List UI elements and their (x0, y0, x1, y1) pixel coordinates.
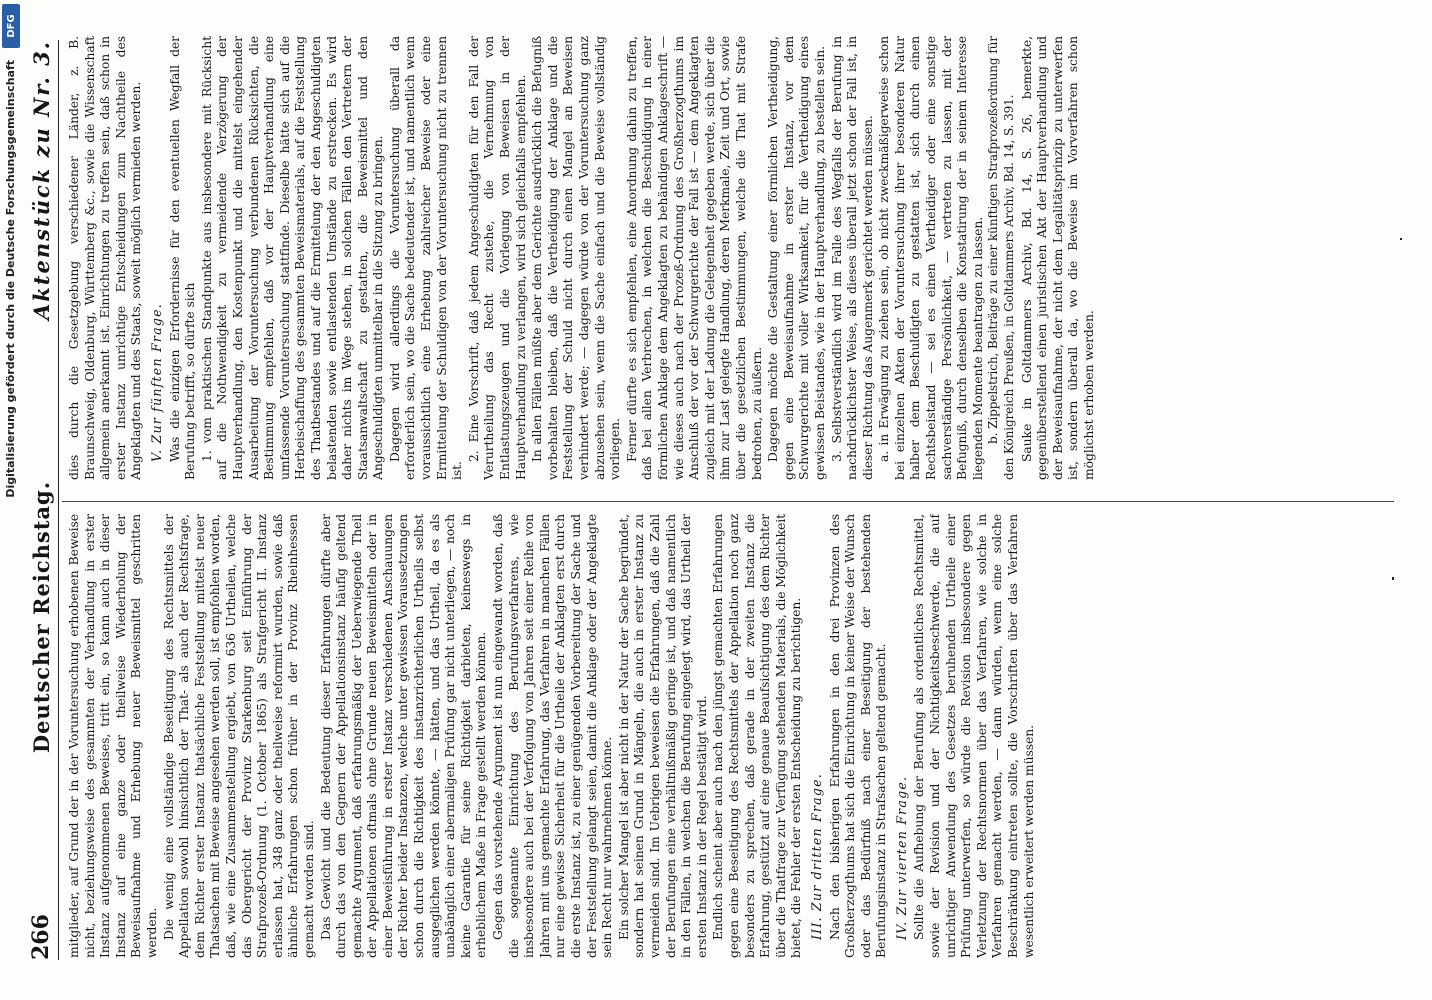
paragraph: In allen Fällen müßte aber dem Gerichte ausdrücklich die Befugniß vorbehalten bleiben, daß die Vertheidigung der Anklage und die Feststellung der Schuld nicht durch einen Mangel an Beweisen verhindert werde; — dagegen würde von der Voruntersuchung ganz abzusehen sein, wenn die Sache einfach und die Beweise vollständig vorliegen. (529, 36, 623, 480)
paragraph: mitglieder, auf Grund der in der Voruntersuchung erhobenen Beweise nicht, beziehungsweise des gesammten der Verhandlung in erster Instanz aufgenommenen Beweises, tritt ein, so kann auch in dieser Instanz auf eine ganze oder theilweise Wiederholung der Beweisaufnahme und Erhebung neuer Beweismittel geschritten werden. (66, 514, 159, 958)
section-heading: IV. Zur vierten Frage. (893, 775, 909, 940)
paragraph: 2. Eine Vorschrift, daß jedem Angeschuldigten für den Fall der Verurtheilung das Recht zustehe, die Vernehmung von Entlastungszeugen und die Vorlegung von Beweisen in der Hauptverhandlung zu verlangen, wird sich gleichfalls empfehlen. (465, 36, 528, 480)
paragraph: Ein solcher Mangel ist aber nicht in der Natur der Sache begründet, sondern hat seinen Grund in Mängeln, die auch in erster Instanz zu vermeiden sind. Im Uebrigen beweisen die Erfahrungen, daß die Zahl der Berufungen eine verhältnißmäßig geringe ist, und daß namentlich in den Fällen, in welchen die Berufung eingelegt wird, das Urtheil der ersten Instanz in der Regel bestätigt wird. (615, 514, 709, 958)
scan-speck (1400, 238, 1402, 240)
paragraph: 1. vom praktischen Standpunkte aus insbesondere mit Rücksicht auf die Nothwendigkeit zu vermeidende Verzögerung der Hauptverhandlung, den Kostenpunkt und die mittelst eingehender Ausarbeitung der Voruntersuchung verbundenen Rücksichten, die Bestimmung empfehlen, daß vor der Hauptverhandlung eine umfassende Voruntersuchung stattfinde. Dieselbe hätte sich auf die Herbeischaffung des gesammten Beweismaterials, auf die Feststellung des Thatbestandes und auf die Ermittelung der den Angeschuldigten belastenden sowie entlastenden Umstände zu erstrecken. Es wird daher nichts im Wege stehen, in solchen Fällen den Vertretern der Staatsanwaltschaft zu gestatten, die Beweismittel und den Angeschuldigten unmittelbar in die Sitzung zu bringen. (198, 36, 386, 480)
left-column (66, 514, 1396, 958)
document-reference: Aktenstück zu Nr. 3. (29, 40, 54, 320)
section-heading: V. Zur fünften Frage. (148, 303, 164, 462)
digitization-note: Digitalisierung gefördert durch die Deutsche Forschungsgemeinschaft (4, 60, 17, 498)
paragraph: Nach den bisherigen Erfahrungen in den drei Provinzen des Großherzogthums hat sich die Einrichtung in keiner Weise der Wunsch oder das Bedürfniß nach einer Beseitigung der bestehenden Berufungsinstanz in Strafsachen geltend gemacht. (826, 514, 889, 958)
page-number: 266 (28, 914, 54, 960)
running-title: Deutscher Reichstag. (29, 480, 54, 754)
paragraph: Endlich scheint aber auch nach den jüngst gemachten Erfahrungen gegen eine Beseitigung des Rechtsmittels der Appellation noch ganz besonders zu sprechen, daß gerade in der zweiten Instanz die Erfahrung, gestützt auf eine genaue Beaufsichtigung des dem Richter über die Thatfrage zur Verfügung stehenden Materials, die Möglichkeit bietet, die Fehler der ersten Entscheidung zu berichtigen. (710, 514, 804, 958)
paragraph: Dagegen möchte die Gestaltung einer förmlichen Vertheidigung, gegen eine Beweisaufnahme in erster Instanz, vor dem Schwurgerichte mit voller Wirksamkeit, für die Vertheidigung eines gewissen Beistandes, wie in der Hauptverhandlung, zu bestellen sein. (765, 36, 827, 480)
dfg-logo: DFG (2, 4, 20, 48)
paragraph: Dagegen wird allerdings die Voruntersuchung überall da erforderlich sein, wo die Sache bedeutender ist, und namentlich wenn voraussichtlich eine Erhebung zahlreicher Beweise oder eine Ermittelung der Schuldigen von der Voruntersuchung nicht zu trennen ist. (386, 36, 465, 480)
paragraph: Das Gewicht und die Bedeutung dieser Erfahrungen dürfte aber durch das von den Gegnern der Appellationsinstanz häufig geltend gemachte Argument, daß erfahrungsmäßig der Ueberwiegende Theil der Appellationen oftmals ohne Grunde neuen Beweismitteln oder in einer Beweisführung in erster Instanz verschiedenen Anschauungen der Richter beider Instanzen, welche unter gewissen Voraussetzungen schon durch die Richtigkeit des instanzrichterlichen Urtheils selbst ausgeglichen werden könnte, — hätten, und das Urtheil, da es als unabänglich einer abermaligen Prüfung gar nicht unterliegen, — noch keine Garantie für seine Richtigkeit darbieten, keineswegs in erheblichem Maße in Frage gestellt werden können. (317, 514, 489, 958)
paragraph: Gegen das vorstehende Argument ist nun eingewandt worden, daß die sogenannte Einrichtung des Berufungsverfahrens, wie insbesondere auch bei der Verfolgung von Jahren seit einer Reihe von Jahren mit uns gemachte Erfahrung, das Verfahren in manchen Fällen nur eine gewisse Sicherheit für die Urtheile der Anklagten erst durch die erste Instanz ist, zu einer genügenden Vorbereitung der Sache und der Feststellung gelangt seien, damit die Anklage oder der Angeklagte sein Recht nur wahrnehmen könne. (490, 514, 615, 958)
scan-speck (1392, 577, 1394, 580)
paragraph: dies durch die Gesetzgebung verschiedener Länder, z. B. Braunschweig, Oldenburg, Württemberg &c., sowie die Wissenschaft allgemein anerkannt ist. Einrichtungen zu treffen sein, daß schon in erster Instanz unrichtige Entscheidungen zum Nachtheile des Angeklagten und des Staats, soweit möglich vermieden werden. (66, 36, 144, 480)
paragraph: 3. Selbstverständlich wird im Falle des Wegfalls der Berufung in nachdrücklichster Weise, als dieses überall jetzt schon der Fall ist, in dieser Richtung das Augenmerk gerichtet werden müssen. (828, 36, 875, 480)
paragraph: Ferner dürfte es sich empfehlen, eine Anordnung dahin zu treffen, daß bei allen Verbrechen, in welchen die Beschuldigung in einer förmlichen Anklage dem Angeklagten zu behändigen Anklageschrift — wie dieses auch nach der Prozeß-Ordnung des Großherzogthums im Anschluß der vor der Schwurgerichte der Fall ist — dem Angeklagten zugleich mit der Ladung die Gelegenheit gegeben werde, sich über die ihm zur Last gelegte Handlung, deren Merkmale, Zeit und Ort, sowie über die gesetzlichen Bestimmungen, welche die That mit Strafe bedrohen, zu äußern. (623, 36, 764, 480)
section-heading: III. Zur dritten Frage. (808, 773, 824, 940)
paragraph: Die wenig eine vollständige Beseitigung des Rechtsmittels der Appellation sowohl hinsichtlich der That- als auch der Rechtsfrage, dem Richter erster Instanz thatsächliche Feststellung mittelst neuer Thatsachen mit Beweise angesehen werden soll, ist empfohlen worden, daß, wie eine Zusammenstellung ergiebt, von 636 Urtheilen, welche das Obergericht der Provinz Starkenburg seit Einführung der Strafprozeß-Ordnung (1. October 1865) als Strafgericht II. Instanz erlassen hat, 348 ganz oder theilweise reformirt wurden, sowie daß ähnliche Erfahrungen schon früher in der Provinz Rheinhessen gemacht worden sind. (160, 514, 316, 958)
right-column (66, 36, 1396, 480)
digitization-strip (0, 0, 26, 1000)
citation: b. Zippelstrich, Beiträge zu einer künftigen Strafprozeßordnung für den Königreich Preußen, in Goltdammers Archiv, Bd. 14, S. 391. (986, 36, 1017, 480)
paragraph: Sauke in Goltdammers Archiv, Bd. 14, S. 26, bemerkte, gegenüberstellend einen juristischen Akt der Hauptverhandlung und der Beweisaufnahme, der nicht dem Legalitätsprinzip zu unterwerfen ist, sondern überall da, wo die Beweise im Vorverfahren schon möglichst erhoben werden. (1018, 36, 1096, 480)
paragraph: a. in Erwägung zu ziehen sein, ob nicht zweckmäßigerweise schon bei einzelnen Akten der Voruntersuchung ihrer besonderen Natur halber dem Beschuldigten zu gestatten ist, sich durch einen Rechtsbeistand — sei es einen Vertheidiger oder eine sonstige sachverständige Persönlichkeit, — vertreten zu lassen, mit der Befugniß, durch denselben die Konstatirung der in seinem Interesse liegenden Momente beantragen zu lassen. (876, 36, 985, 480)
paragraph: Was die einzigen Erfordernisse für den eventuellen Wegfall der Berufung betrifft, so dürfte sich (166, 36, 198, 480)
paragraph: Sollte die Aufhebung der Berufung als ordentliches Rechtsmittel, sowie der Revision und der Nichtigkeitsbeschwerde, die auf unrichtiger Anwendung des Gesetzes beruhenden Urtheile einer Prüfung unterwerfen, so würde die Revision insbesondere gegen Verletzung der Rechtsnormen über das Verfahren, wie solche in Verfahren gemacht werden, — dann würden, wenn eine solche Beschränkung eintreten sollte, die Vorschriften über das Verfahren wesentlich erweitert werden müssen. (911, 514, 1036, 958)
column-divider (62, 501, 1394, 502)
